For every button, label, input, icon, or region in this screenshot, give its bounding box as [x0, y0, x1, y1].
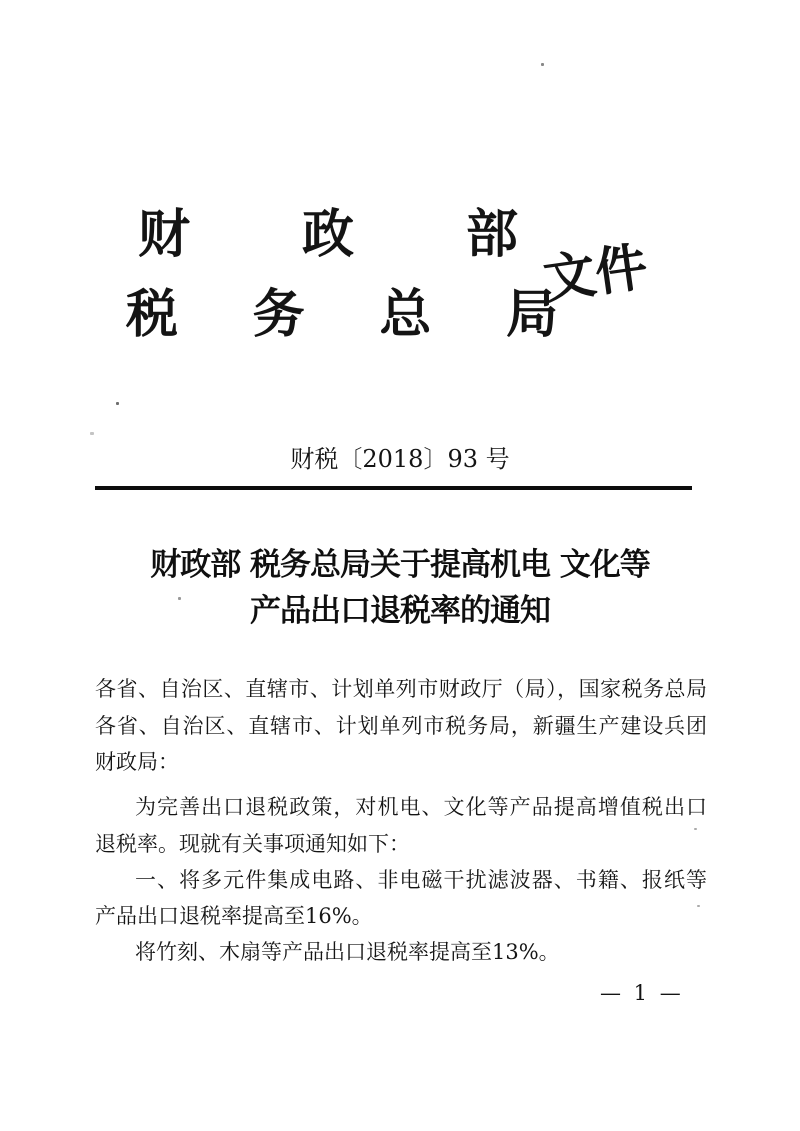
doc-title-line2: 产品出口退税率的通知	[250, 593, 550, 629]
doc-number: 财税〔2018〕93 号	[290, 445, 510, 473]
doc-title-line1: 财政部 税务总局关于提高机电 文化等	[150, 547, 650, 583]
separator-rule	[95, 486, 692, 490]
page-number: — 1 —	[600, 981, 684, 1005]
org-name-line2: 税务总局	[126, 284, 558, 345]
org-name-line1: 财政部	[138, 204, 518, 265]
body-line: 财政局：	[95, 750, 179, 774]
body-line: 各省、自治区、直辖市、计划单列市税务局，新疆生产建设兵团	[95, 714, 707, 738]
body-line: 将竹刻、木扇等产品出口退税率提高至13%。	[135, 940, 560, 964]
scan-speck	[697, 905, 700, 907]
body-line: 为完善出口退税政策，对机电、文化等产品提高增值税出口	[135, 795, 707, 819]
body-line: 产品出口退税率提高至16%。	[95, 904, 373, 928]
scan-speck	[541, 63, 544, 66]
body-line: 各省、自治区、直辖市、计划单列市财政厅（局），国家税务总局	[95, 677, 707, 701]
doc-type-label: 文件	[539, 236, 652, 311]
scan-speck	[90, 432, 94, 435]
body-line: 一、将多元件集成电路、非电磁干扰滤波器、书籍、报纸等	[135, 868, 707, 892]
scan-speck	[694, 828, 697, 830]
scan-speck	[116, 402, 119, 405]
body-line: 退税率。现就有关事项通知如下：	[95, 832, 410, 856]
scan-speck	[178, 597, 181, 600]
